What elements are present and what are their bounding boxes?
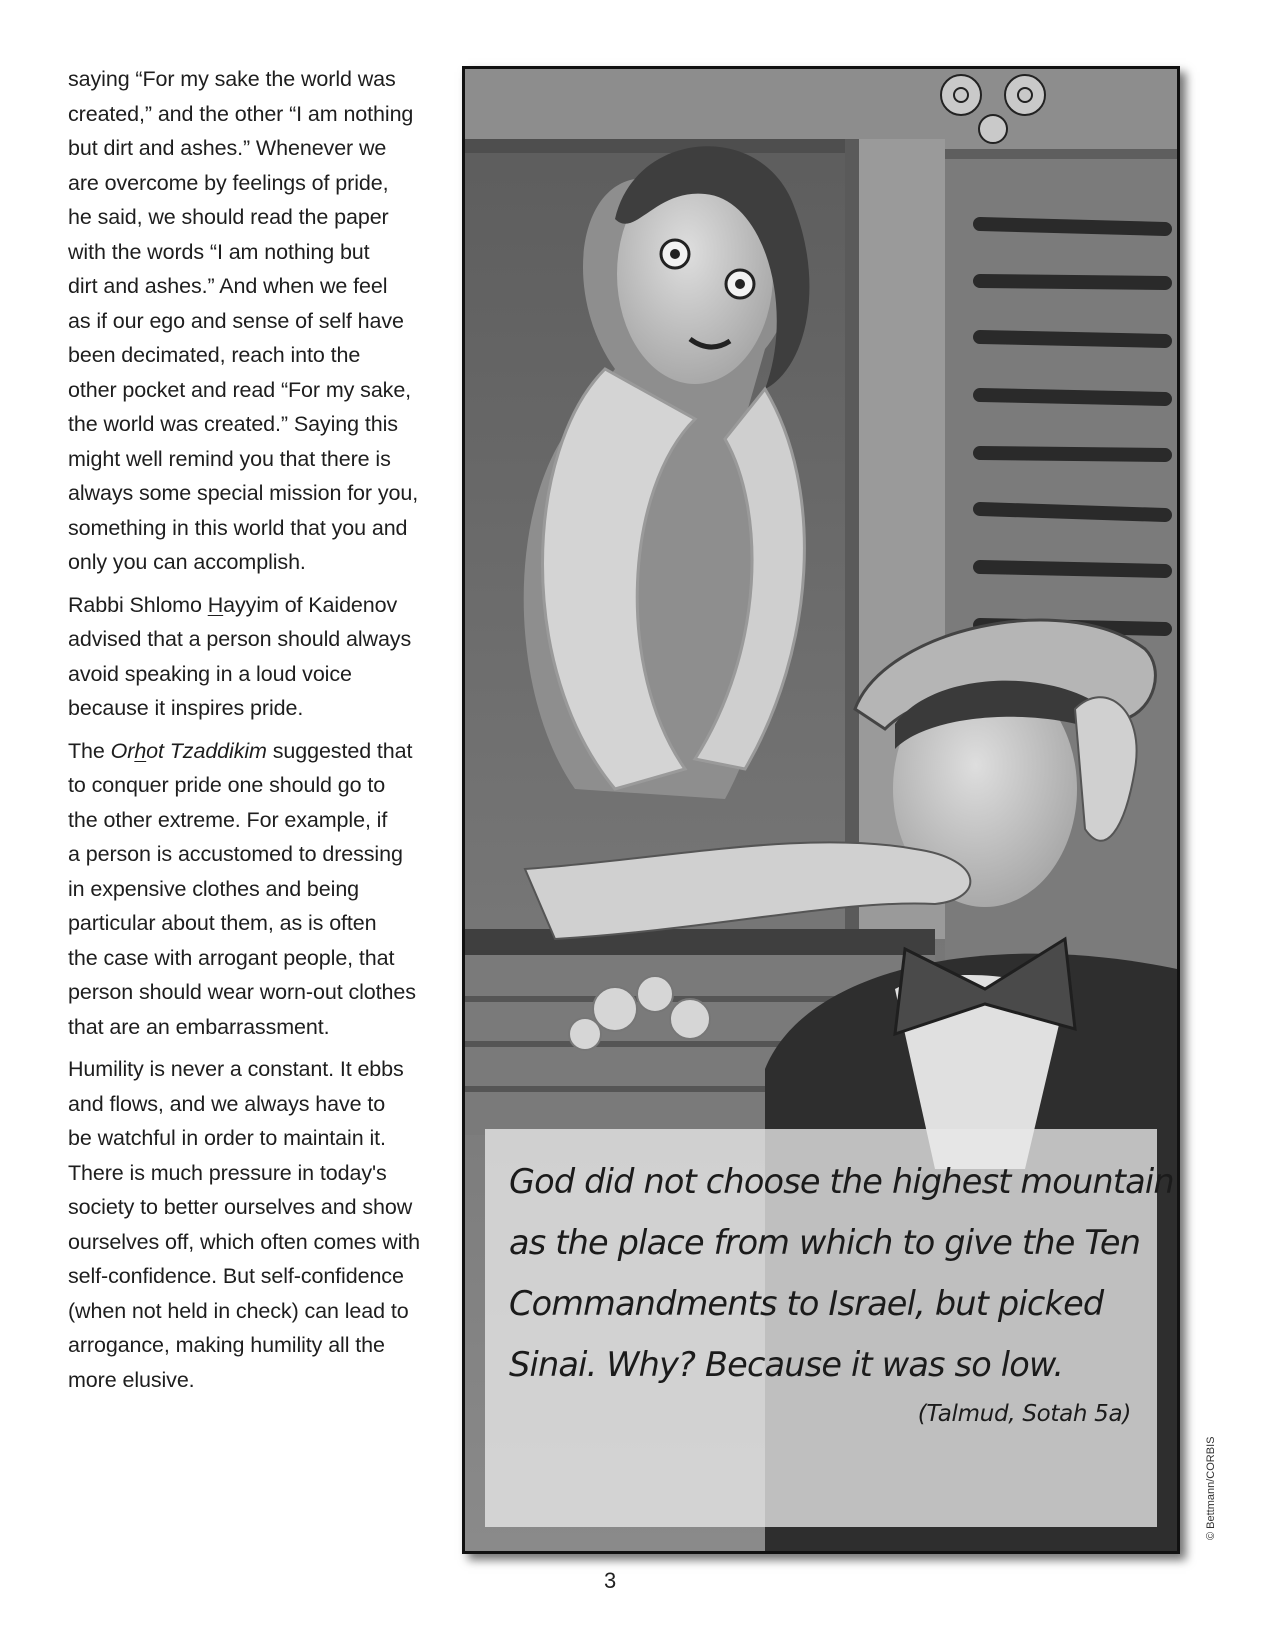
quote-line: as the place from which to give the Ten (509, 1223, 1141, 1262)
text-run: Rabbi Shlomo (68, 592, 208, 617)
photo-credit: © Bettmann/CORBIS (1205, 1436, 1217, 1540)
text-line: as if our ego and sense of self have (68, 308, 404, 333)
text-line: in expensive clothes and being (68, 876, 360, 901)
text-line (68, 588, 436, 623)
text-line: dirt and ashes.” And when we feel (68, 274, 388, 298)
paragraph-orhot-tzaddikim (68, 734, 436, 1045)
text-line: the world was created.” Saying this (68, 412, 398, 436)
quote-line: Commandments to Israel, but picked (509, 1284, 1104, 1323)
text-line: arrogance, making humility all the (68, 1333, 385, 1357)
text-line: other pocket and read “For my sake, (68, 377, 412, 402)
text-line: ourselves off, which often comes with (68, 1229, 421, 1254)
paragraph-loud-voice (68, 588, 436, 726)
paragraph-humility (68, 1052, 436, 1397)
text-line: be watchful in order to maintain it. (68, 1126, 386, 1150)
text-line: the case with arrogant people, that (68, 945, 395, 970)
quote-line: Sinai. Why? Because it was so low. (509, 1345, 1064, 1384)
text-line: Humility is never a constant. It ebbs (68, 1057, 404, 1081)
text-line: with the words “I am nothing but (68, 239, 370, 264)
text-line: something in this world that you and (68, 515, 408, 540)
text-line: might well remind you that there is (68, 446, 391, 471)
text-line: self-confidence. But self-confidence (68, 1264, 404, 1288)
text-line: (when not held in check) can lead to (68, 1298, 409, 1323)
text-line: only you can accomplish. (68, 550, 306, 574)
text-run: ot Tzaddikim (146, 738, 267, 763)
underlined-letter: h (134, 738, 147, 763)
paragraph-pockets (68, 62, 436, 580)
text-line: to conquer pride one should go to (68, 773, 386, 797)
text-line: a person is accustomed to dressing (68, 842, 403, 866)
text-line: been decimated, reach into the (68, 343, 361, 367)
text-line: avoid speaking in a loud voice (68, 661, 352, 686)
text-line: because it inspires pride. (68, 696, 304, 720)
text-line: always some special mission for you, (68, 481, 419, 505)
text-run: suggested that (266, 738, 413, 763)
text-line: are overcome by feelings of pride, (68, 170, 389, 195)
text-run: Or (110, 738, 135, 763)
body-text-column (68, 62, 436, 1405)
text-line: he said, we should read the paper (68, 205, 389, 229)
quote-line: God did not choose the highest mountain (509, 1162, 1174, 1201)
text-line: but dirt and ashes.” Whenever we (68, 136, 387, 160)
text-line: advised that a person should always (68, 627, 412, 651)
quote-source: (Talmud, Sotah 5a) (917, 1401, 1131, 1427)
text-line: person should wear worn-out clothes (68, 980, 416, 1004)
text-line: that are an embarrassment. (68, 1014, 330, 1039)
page-number: 3 (604, 1568, 617, 1593)
text-line: There is much pressure in today's (68, 1160, 387, 1185)
text-line: particular about them, as is often (68, 911, 377, 935)
quote-text (509, 1151, 1174, 1395)
book-title (111, 739, 267, 763)
text-line: saying “For my sake the world was (68, 67, 396, 91)
text-line (68, 734, 436, 769)
text-line: and flows, and we always have to (68, 1091, 386, 1116)
text-line: the other extreme. For example, if (68, 807, 388, 832)
text-run: ayyim of Kaidenov (223, 592, 398, 617)
text-line: more elusive. (68, 1367, 195, 1392)
photo-frame (462, 66, 1180, 1554)
underlined-letter: H (207, 592, 224, 617)
text-run: The (68, 738, 111, 763)
text-line: created,” and the other “I am nothing (68, 101, 414, 126)
quote-box (485, 1129, 1174, 1527)
text-line: society to better ourselves and show (68, 1195, 413, 1219)
